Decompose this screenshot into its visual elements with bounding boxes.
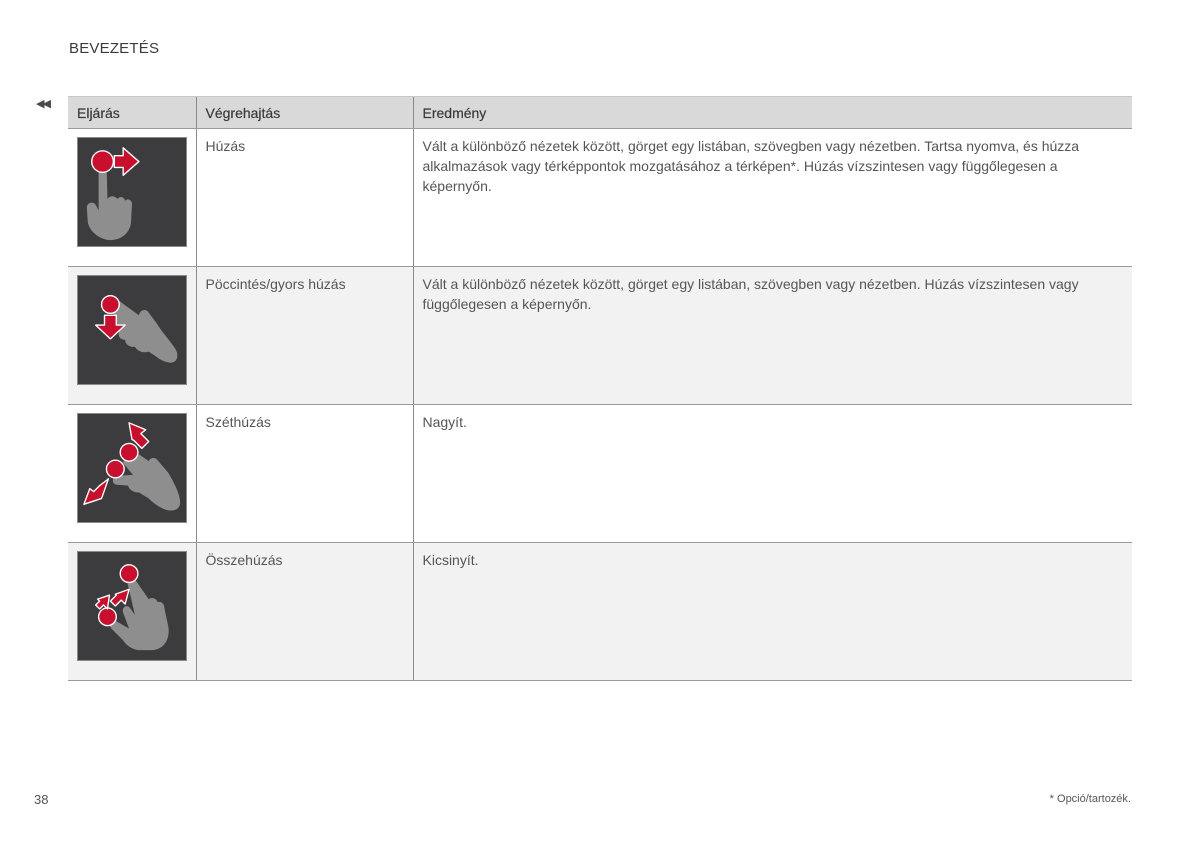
flick-down-icon — [77, 275, 187, 385]
pinch-out-icon — [77, 413, 187, 523]
procedure-cell — [68, 405, 196, 543]
previous-page-marker-icon: ◀◀ — [36, 98, 49, 110]
table-row — [68, 543, 1132, 681]
footnote: * Opció/tartozék. — [1049, 793, 1131, 805]
execution-cell: Húzás — [196, 129, 413, 267]
procedure-cell — [68, 129, 196, 267]
gesture-table — [68, 96, 1132, 681]
column-header-procedure: Eljárás — [68, 97, 196, 129]
procedure-cell — [68, 267, 196, 405]
execution-cell: Pöccintés/gyors húzás — [196, 267, 413, 405]
section-title: BEVEZETÉS — [69, 40, 160, 57]
result-cell: Kicsinyít. — [413, 543, 1132, 681]
result-cell: Vált a különböző nézetek között, görget egy listában, szövegben vagy nézetben. Húzás vízszintesen vagy függőlegesen a képernyőn. — [413, 267, 1132, 405]
procedure-cell — [68, 543, 196, 681]
result-cell: Vált a különböző nézetek között, görget egy listában, szövegben vagy nézetben. Tartsa nyomva, és húzza alkalmazások vagy térképpontok mozgatásához a térképen*. Húzás vízszintesen vagy függőlegesen a képernyőn. — [413, 129, 1132, 267]
table-header-row — [68, 97, 1132, 129]
table-row — [68, 267, 1132, 405]
page-number: 38 — [34, 792, 49, 807]
result-cell: Nagyít. — [413, 405, 1132, 543]
table-row — [68, 405, 1132, 543]
table-row — [68, 129, 1132, 267]
swipe-right-icon — [77, 137, 187, 247]
pinch-in-icon — [77, 551, 187, 661]
execution-cell: Széthúzás — [196, 405, 413, 543]
column-header-execution: Végrehajtás — [196, 97, 413, 129]
execution-cell: Összehúzás — [196, 543, 413, 681]
column-header-result: Eredmény — [413, 97, 1132, 129]
